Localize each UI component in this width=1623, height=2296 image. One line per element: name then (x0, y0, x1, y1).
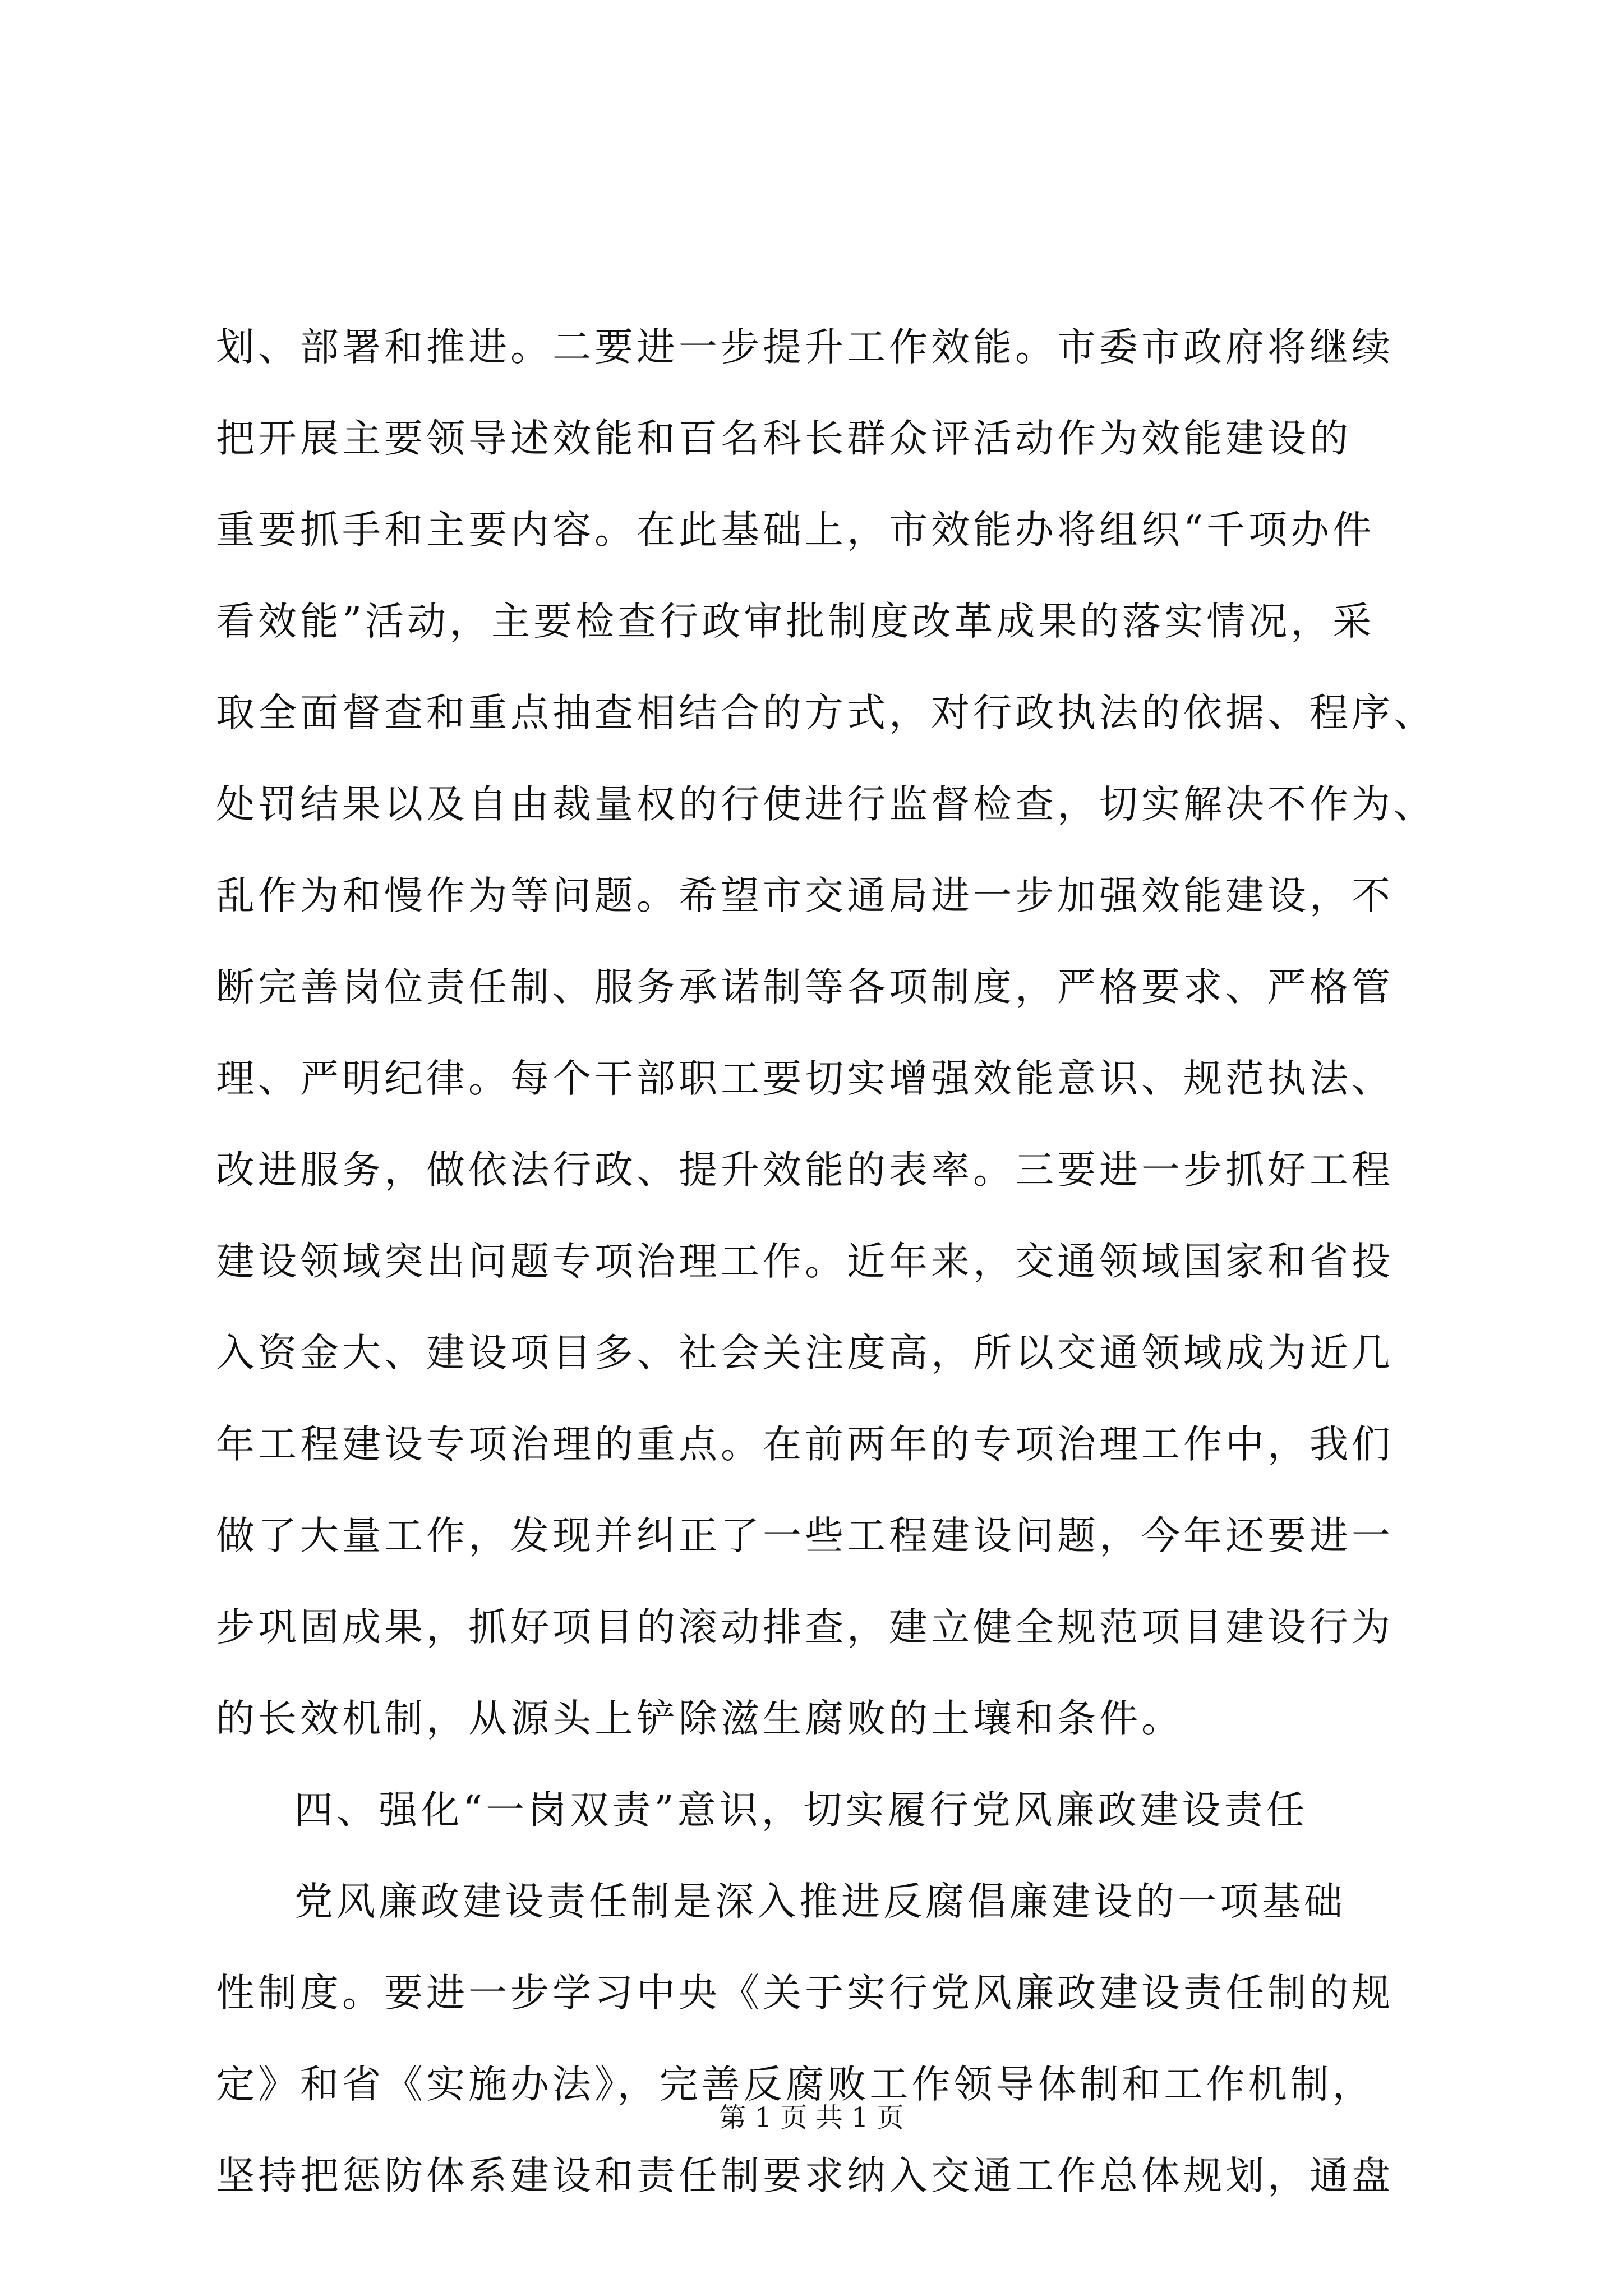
text-line: 处罚结果以及自由裁量权的行使进行监督检查，切实解决不作为、 (216, 782, 1436, 827)
page-number-footer: 第 1 页 共 1 页 (719, 2102, 904, 2133)
text-line: 取全面督查和重点抽查相结合的方式，对行政执法的依据、程序、 (216, 691, 1436, 735)
text-line: 乱作为和慢作为等问题。希望市交通局进一步加强效能建设，不 (216, 873, 1394, 918)
paragraph-first-line: 党风廉政建设责任制是深入推进反腐倡廉建设的一项基础 (294, 1879, 1346, 1924)
text-line: 入资金大、建设项目多、社会关注度高，所以交通领域成为近几 (216, 1331, 1394, 1375)
section-heading: 四、强化“一岗双责”意识，切实履行党风廉政建设责任 (294, 1788, 1308, 1833)
text-line: 的长效机制，从源头上铲除滋生腐败的土壤和条件。 (216, 1696, 1183, 1741)
text-line: 步巩固成果，抓好项目的滚动排查，建立健全规范项目建设行为 (216, 1605, 1394, 1650)
text-line: 定》和省《实施办法》，完善反腐败工作领导体制和工作机制， (216, 2062, 1375, 2107)
text-line: 理、严明纪律。每个干部职工要切实增强效能意识、规范执法、 (216, 1056, 1394, 1101)
text-line: 断完善岗位责任制、服务承诺制等各项制度，严格要求、严格管 (216, 965, 1394, 1010)
text-line: 建设领域突出问题专项治理工作。近年来，交通领域国家和省投 (216, 1239, 1394, 1284)
text-line: 改进服务，做依法行政、提升效能的表率。三要进一步抓好工程 (216, 1148, 1394, 1193)
text-line: 性制度。要进一步学习中央《关于实行党风廉政建设责任制的规 (216, 1971, 1394, 2016)
text-line: 划、部署和推进。二要进一步提升工作效能。市委市政府将继续 (216, 325, 1394, 370)
document-body (216, 302, 1436, 2222)
text-line: 把开展主要领导述效能和百名科长群众评活动作为效能建设的 (216, 416, 1352, 461)
text-line: 看效能”活动，主要检查行政审批制度改革成果的落实情况，采 (216, 599, 1375, 644)
text-line: 重要抓手和主要内容。在此基础上，市效能办将组织“千项办件 (216, 508, 1375, 553)
text-line: 坚持把惩防体系建设和责任制要求纳入交通工作总体规划，通盘 (216, 2154, 1394, 2198)
text-line: 做了大量工作，发现并纠正了一些工程建设问题，今年还要进一 (216, 1513, 1394, 1558)
text-line: 年工程建设专项治理的重点。在前两年的专项治理工作中，我们 (216, 1422, 1394, 1467)
